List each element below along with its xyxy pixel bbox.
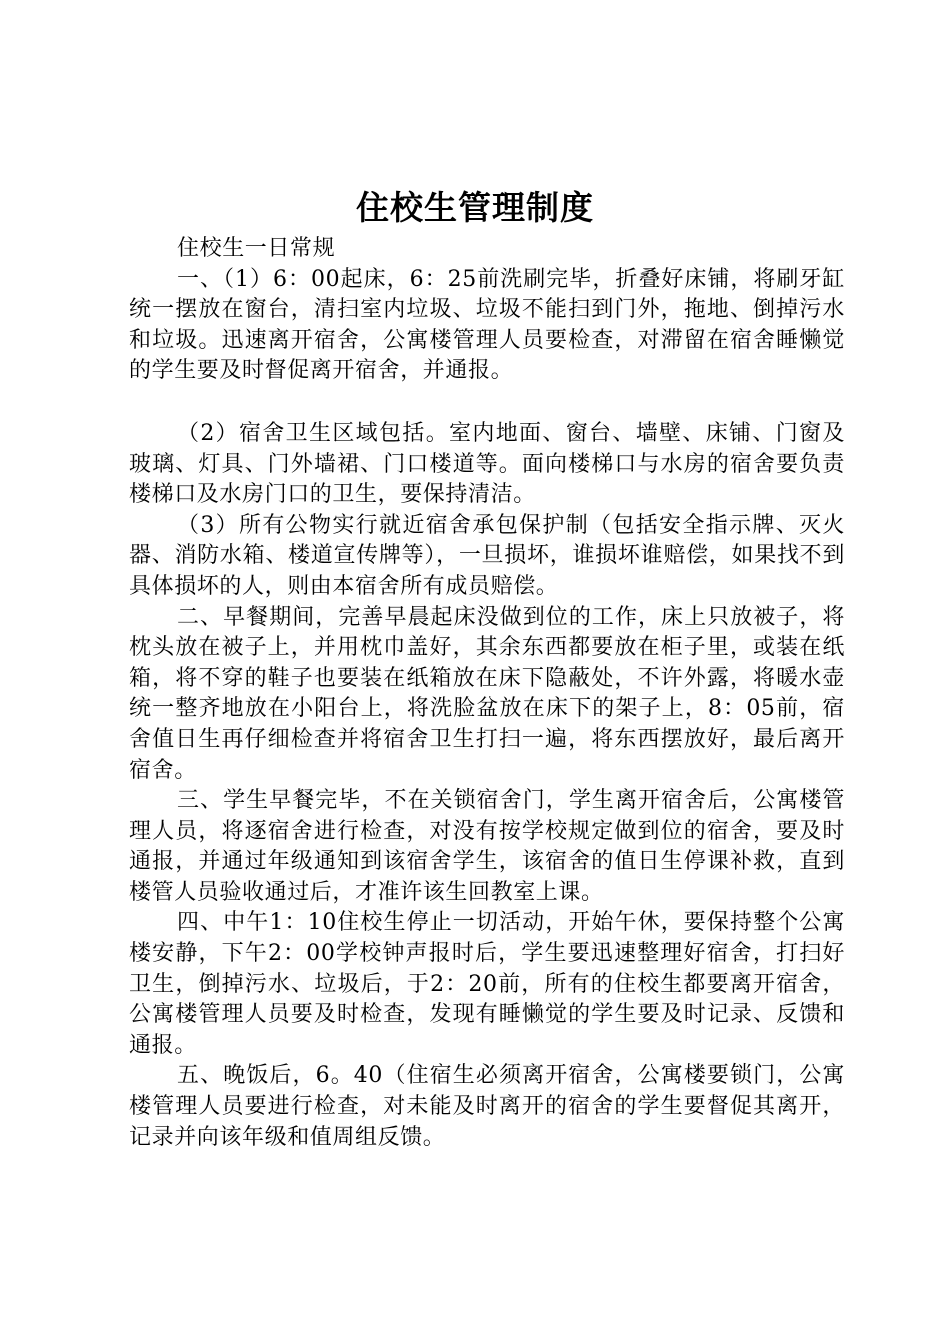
section-heading: 住校生一日常规 — [177, 236, 336, 261]
paragraph-rule-3: 三、学生早餐完毕，不在关锁宿舍门，学生离开宿舍后，公寓楼管理人员，将逐宿舍进行检查，对没有按学校规定做到位的宿舍，要及时通报，并通过年级通知到该宿舍学生，该宿舍的值日生停课补救，直到楼管人员验收通过后，才准许该生回教室上课。 — [129, 788, 845, 905]
paragraph-rule-5: 五、晚饭后，6。40（住宿生必须离开宿舍，公寓楼要锁门，公寓楼管理人员要进行检查，对未能及时离开的宿舍的学生要督促其离开，记录并向该年级和值周组反馈。 — [129, 1063, 845, 1150]
document-body — [129, 234, 845, 1153]
paragraph-rule-1-2: （2）宿舍卫生区域包括。室内地面、窗台、墙壁、床铺、门窗及玻璃、灯具、门外墙裙、门口楼道等。面向楼梯口与水房的宿舍要负责楼梯口及水房门口的卫生，要保持清洁。 — [129, 420, 845, 508]
document-title: 住校生管理制度 — [356, 188, 594, 227]
paragraph-rule-1-1: 一、（1）6：00起床，6：25前洗刷完毕，折叠好床铺，将刷牙缸统一摆放在窗台，清扫室内垃圾、垃圾不能扫到门外，拖地、倒掉污水和垃圾。迅速离开宿舍，公寓楼管理人员要检查，对滞留在宿舍睡懒觉的学生要及时督促离开宿舍，并通报。 — [129, 266, 845, 384]
paragraph-rule-2: 二、早餐期间，完善早晨起床没做到位的工作，床上只放被子，将枕头放在被子上，并用枕巾盖好，其余东西都要放在柜子里，或装在纸箱，将不穿的鞋子也要装在纸箱放在床下隐蔽处，不许外露，将暖水壶统一整齐地放在小阳台上，将洗脸盆放在床下的架子上，8：05前，宿舍值日生再仔细检查并将宿舍卫生打扫一遍，将东西摆放好，最后离开宿舍。 — [129, 604, 845, 783]
paragraph-rule-4: 四、中午1：10住校生停止一切活动，开始午休，要保持整个公寓楼安静，下午2：00学校钟声报时后，学生要迅速整理好宿舍，打扫好卫生，倒掉污水、垃圾后，于2：20前，所有的住校生都要离开宿舍，公寓楼管理人员要及时检查，发现有睡懒觉的学生要及时记录、反馈和通报。 — [129, 910, 845, 1058]
paragraph-rule-1-3: （3）所有公物实行就近宿舍承包保护制（包括安全指示牌、灭火器、消防水箱、楼道宣传牌等），一旦损坏，谁损坏谁赔偿，如果找不到具体损坏的人，则由本宿舍所有成员赔偿。 — [129, 512, 845, 599]
